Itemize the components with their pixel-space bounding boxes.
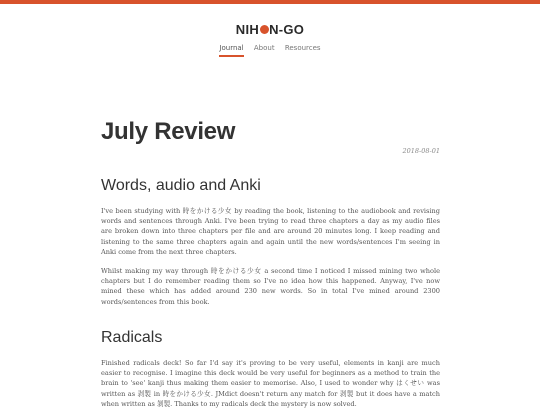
logo-text-left: NIH: [235, 22, 260, 37]
section-heading-radicals: Radicals: [101, 329, 163, 346]
section-heading-words: Words, audio and Anki: [101, 177, 261, 194]
nav-about[interactable]: About: [253, 44, 275, 52]
logo-text-right: N-GO: [269, 22, 305, 37]
paragraph: Finished radicals deck! So far I'd say it's proving to be very useful, elements in kanji are much easier to recognise. I imagine this deck would be very useful for beginners as a method to train the brain to 'see' kanji thus making them easier to memorise. Also, I used to wonder why はくせい was written as 剥製 in 時をかける少女. JMdict doesn't return any match for 剥製 but it does have a match when written as 剝製. Thanks to my radicals deck the mystery is now solved.: [101, 359, 440, 408]
site-logo[interactable]: [0, 22, 540, 37]
nav-resources[interactable]: Resources: [284, 44, 321, 52]
post-title: July Review: [101, 118, 236, 145]
main-nav: [0, 44, 540, 57]
paragraph: I've been studying with 時をかける少女 by reading the book, listening to the audiobook and revising words and sentences through Anki. I've been trying to read three chapters a day as my audio files are broken down into three chapters per file and are around 20 minutes long. I keep reading and listening to the same three chapters again and again until the new words/sentences I'm seeing in Anki come from the next three chapters.: [101, 207, 440, 256]
paragraph: Whilst making my way through 時をかける少女 a second time I noticed I missed mining two whole chapters but I do remember reading them so I've no idea how this happened. Anyway, I've now mined these which has added around 230 new words. So in total I've mined around 2300 words/sentences from this book.: [101, 267, 440, 306]
top-accent-bar: [0, 0, 540, 4]
nav-journal[interactable]: Journal: [219, 44, 243, 57]
logo-circle-icon: [260, 25, 269, 34]
post-content: [101, 118, 440, 408]
post-date: 2018-08-01: [402, 147, 440, 155]
